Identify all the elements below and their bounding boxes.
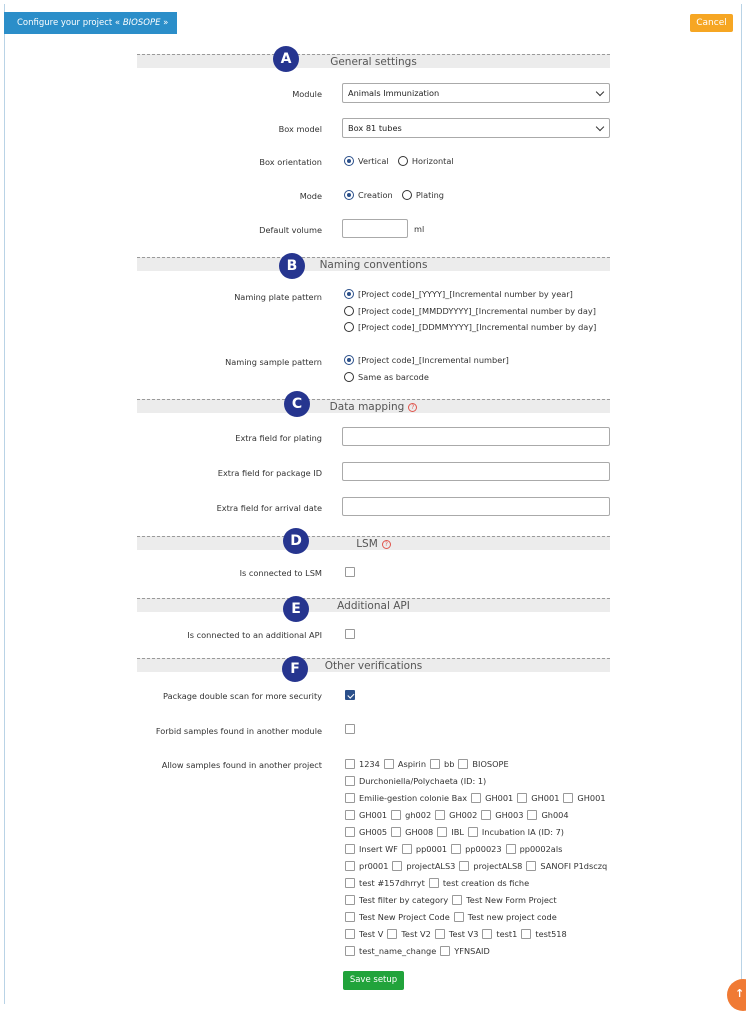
project-checkbox[interactable] — [471, 793, 481, 803]
project-option — [345, 858, 388, 874]
project-option — [437, 824, 464, 840]
naming-sample-option — [344, 355, 509, 365]
project-option — [435, 807, 477, 823]
project-row — [345, 841, 615, 858]
section-title: Naming conventions — [319, 259, 428, 271]
module-select[interactable] — [342, 83, 610, 103]
project-option — [387, 926, 431, 942]
orientation-horizontal-label: Horizontal — [411, 156, 454, 166]
project-label: GH001 — [531, 793, 560, 803]
section-data-mapping — [137, 399, 610, 413]
project-label: Insert WF — [359, 844, 398, 854]
box-model-label: Box model — [278, 124, 322, 134]
section-badge: D — [283, 528, 309, 554]
project-row — [345, 892, 615, 909]
project-checkbox[interactable] — [345, 827, 355, 837]
project-option — [482, 926, 517, 942]
api-connected-label: Is connected to an additional API — [187, 630, 322, 640]
project-label: GH008 — [405, 827, 434, 837]
project-label: test_name_change — [359, 946, 437, 956]
section-naming-conventions — [137, 257, 610, 271]
project-label: GH001 — [359, 810, 388, 820]
mode-plating-radio[interactable] — [402, 190, 412, 200]
orientation-vertical-radio[interactable] — [344, 156, 354, 166]
box-model-select-value: Box 81 tubes — [348, 123, 402, 133]
project-checkbox[interactable] — [345, 895, 355, 905]
extra-field-arrival-input[interactable] — [342, 497, 610, 516]
project-checkbox[interactable] — [506, 844, 516, 854]
project-label: Test New Form Project — [466, 895, 557, 905]
allow-samples-label: Allow samples found in another project — [161, 760, 322, 770]
volume-unit: ml — [414, 224, 425, 234]
chevron-down-icon — [596, 88, 604, 96]
project-option — [458, 756, 508, 772]
project-checkbox[interactable] — [440, 946, 450, 956]
naming-sample-option — [344, 372, 429, 382]
project-checkbox[interactable] — [345, 946, 355, 956]
section-additional-api — [137, 598, 610, 612]
extra-field-package-input[interactable] — [342, 462, 610, 481]
project-option — [391, 807, 431, 823]
project-checkbox[interactable] — [451, 844, 461, 854]
project-checkbox[interactable] — [482, 929, 492, 939]
project-checkbox[interactable] — [384, 759, 394, 769]
project-option — [452, 892, 556, 908]
naming-plate-option — [344, 289, 573, 299]
naming-sample-option-label: [Project code]_[Incremental number] — [358, 355, 509, 365]
project-label: YFNSAID — [454, 946, 490, 956]
project-checkbox[interactable] — [468, 827, 478, 837]
project-option — [345, 756, 380, 772]
project-name: BIOSOPE — [122, 18, 161, 28]
project-checkbox[interactable] — [345, 810, 355, 820]
project-option — [440, 943, 490, 959]
project-checkbox[interactable] — [345, 793, 355, 803]
project-option — [345, 807, 387, 823]
project-checkbox[interactable] — [481, 810, 491, 820]
project-row — [345, 875, 615, 892]
box-model-select[interactable] — [342, 118, 610, 138]
default-volume-input[interactable] — [342, 219, 408, 238]
project-checkbox[interactable] — [345, 929, 355, 939]
project-option — [430, 756, 454, 772]
project-checkbox[interactable] — [391, 827, 401, 837]
project-checkbox[interactable] — [517, 793, 527, 803]
project-label: Gh004 — [541, 810, 569, 820]
project-label: projectALS3 — [406, 861, 456, 871]
box-orientation-group — [344, 156, 454, 166]
section-general-settings — [137, 54, 610, 68]
project-row — [345, 773, 615, 790]
project-checkbox[interactable] — [452, 895, 462, 905]
project-label: GH002 — [449, 810, 478, 820]
project-label: projectALS8 — [473, 861, 523, 871]
project-checkbox[interactable] — [435, 810, 445, 820]
project-label: Test V — [359, 929, 384, 939]
project-option — [435, 926, 479, 942]
project-checkbox[interactable] — [437, 827, 447, 837]
allowed-projects-list — [345, 756, 615, 960]
project-option — [345, 773, 486, 789]
naming-plate-radio[interactable] — [344, 289, 354, 299]
project-label: GH001 — [485, 793, 514, 803]
project-label: 1234 — [359, 759, 380, 769]
project-option — [345, 943, 436, 959]
project-label: Test filter by category — [359, 895, 449, 905]
mode-creation-radio[interactable] — [344, 190, 354, 200]
naming-plate-radio[interactable] — [344, 306, 354, 316]
section-badge: A — [273, 46, 299, 72]
mode-plating-label: Plating — [415, 190, 444, 200]
project-checkbox[interactable] — [392, 861, 402, 871]
project-label: test #157dhrryt — [359, 878, 425, 888]
project-row — [345, 943, 615, 960]
api-connected-checkbox[interactable] — [345, 629, 355, 639]
project-option — [459, 858, 522, 874]
forbid-samples-checkbox[interactable] — [345, 724, 355, 734]
project-option — [392, 858, 455, 874]
project-label: GH005 — [359, 827, 388, 837]
chevron-down-icon — [596, 123, 604, 131]
project-checkbox[interactable] — [521, 929, 531, 939]
mode-group — [344, 190, 444, 200]
project-checkbox[interactable] — [345, 878, 355, 888]
naming-sample-label: Naming sample pattern — [225, 357, 322, 367]
project-row — [345, 858, 615, 875]
section-title: Additional API — [337, 600, 410, 612]
forbid-samples-label: Forbid samples found in another module — [155, 726, 322, 736]
project-checkbox[interactable] — [345, 776, 355, 786]
cancel-button[interactable]: Cancel — [690, 14, 733, 32]
naming-sample-radio[interactable] — [344, 372, 354, 382]
naming-plate-label: Naming plate pattern — [234, 292, 322, 302]
project-option — [563, 790, 605, 806]
project-label: BIOSOPE — [472, 759, 509, 769]
project-option — [429, 875, 529, 891]
naming-sample-radio[interactable] — [344, 355, 354, 365]
scroll-to-top-button[interactable] — [727, 979, 746, 1011]
module-label: Module — [292, 89, 322, 99]
double-scan-checkbox[interactable] — [345, 690, 355, 700]
project-row — [345, 756, 615, 773]
project-row — [345, 824, 615, 841]
box-orientation-label: Box orientation — [259, 157, 322, 167]
project-checkbox[interactable] — [526, 861, 536, 871]
project-label: gh002 — [405, 810, 432, 820]
section-title: Data mapping — [329, 401, 405, 413]
project-checkbox[interactable] — [429, 878, 439, 888]
naming-plate-option-label: [Project code]_[YYYY]_[Incremental number by year] — [358, 289, 573, 299]
project-label: pr0001 — [359, 861, 389, 871]
section-badge: C — [284, 391, 310, 417]
project-label: test1 — [496, 929, 518, 939]
project-label: GH003 — [495, 810, 524, 820]
project-row — [345, 909, 615, 926]
project-option — [345, 824, 387, 840]
orientation-horizontal-radio[interactable] — [398, 156, 408, 166]
project-label: pp0002als — [519, 844, 563, 854]
project-option — [345, 926, 383, 942]
module-select-value: Animals Immunization — [348, 88, 440, 98]
extra-field-plating-input[interactable] — [342, 427, 610, 446]
project-option — [471, 790, 513, 806]
project-row — [345, 926, 615, 943]
section-title-wrap — [137, 401, 610, 414]
project-checkbox[interactable] — [345, 912, 355, 922]
mode-creation-label: Creation — [358, 190, 393, 200]
save-setup-button[interactable]: Save setup — [343, 971, 404, 990]
project-option — [454, 909, 557, 925]
arrow-up-icon: ↑ — [735, 987, 745, 1000]
section-title: General settings — [330, 56, 417, 68]
project-option — [527, 807, 568, 823]
project-label: test creation ds fiche — [442, 878, 530, 888]
naming-sample-option-label: Same as barcode — [358, 372, 429, 382]
project-option — [526, 858, 607, 874]
project-label: pp00023 — [465, 844, 502, 854]
project-row — [345, 790, 615, 807]
project-option — [517, 790, 559, 806]
project-label: GH001 — [577, 793, 606, 803]
project-checkbox[interactable] — [459, 861, 469, 871]
project-checkbox[interactable] — [435, 929, 445, 939]
naming-plate-option-label: [Project code]_[MMDDYYYY]_[Incremental number by day] — [358, 306, 596, 316]
project-option — [468, 824, 564, 840]
project-option — [384, 756, 426, 772]
project-label: IBL — [451, 827, 464, 837]
lsm-connected-checkbox[interactable] — [345, 567, 355, 577]
project-label: pp0001 — [415, 844, 448, 854]
project-checkbox[interactable] — [387, 929, 397, 939]
page-title-prefix: Configure your project « — [17, 18, 121, 28]
project-option — [345, 790, 467, 806]
project-option — [402, 841, 447, 857]
project-row — [345, 807, 615, 824]
project-checkbox[interactable] — [563, 793, 573, 803]
section-title: LSM — [356, 538, 378, 550]
project-label: Test new project code — [467, 912, 557, 922]
project-label: SANOFI P1dsczq — [540, 861, 608, 871]
project-label: Durchoniella/Polychaeta (ID: 1) — [359, 776, 487, 786]
naming-plate-radio[interactable] — [344, 322, 354, 332]
page-title-tab — [4, 12, 177, 34]
extra-field-arrival-label: Extra field for arrival date — [216, 503, 322, 513]
page-title-suffix: » — [163, 18, 169, 28]
project-option — [345, 892, 448, 908]
project-option — [451, 841, 501, 857]
extra-field-plating-label: Extra field for plating — [235, 433, 322, 443]
help-icon[interactable]: ? — [382, 540, 391, 549]
default-volume-label: Default volume — [259, 225, 322, 235]
section-lsm — [137, 536, 610, 550]
mode-label: Mode — [299, 191, 322, 201]
project-option — [506, 841, 563, 857]
project-checkbox[interactable] — [345, 844, 355, 854]
double-scan-label: Package double scan for more security — [163, 691, 322, 701]
project-option — [345, 909, 450, 925]
project-checkbox[interactable] — [454, 912, 464, 922]
project-label: bb — [444, 759, 455, 769]
lsm-connected-label: Is connected to LSM — [239, 568, 322, 578]
project-checkbox[interactable] — [391, 810, 401, 820]
project-checkbox[interactable] — [458, 759, 468, 769]
project-checkbox[interactable] — [402, 844, 412, 854]
extra-field-package-label: Extra field for package ID — [217, 468, 322, 478]
project-label: Test V3 — [448, 929, 479, 939]
project-option — [481, 807, 523, 823]
project-label: Aspirin — [397, 759, 427, 769]
section-badge: F — [282, 656, 308, 682]
project-checkbox[interactable] — [527, 810, 537, 820]
section-badge: B — [279, 253, 305, 279]
project-checkbox[interactable] — [430, 759, 440, 769]
section-title-wrap — [137, 538, 610, 551]
project-label: Test V2 — [401, 929, 431, 939]
orientation-vertical-label: Vertical — [358, 156, 389, 166]
project-label: test518 — [535, 929, 567, 939]
project-option — [345, 875, 425, 891]
section-title: Other verifications — [324, 660, 423, 672]
project-option — [521, 926, 566, 942]
project-checkbox[interactable] — [345, 861, 355, 871]
help-icon[interactable]: ? — [408, 403, 417, 412]
project-option — [345, 841, 398, 857]
project-label: Test New Project Code — [359, 912, 450, 922]
section-badge: E — [283, 596, 309, 622]
project-option — [391, 824, 433, 840]
section-other-verifications — [137, 658, 610, 672]
project-checkbox[interactable] — [345, 759, 355, 769]
naming-plate-option-label: [Project code]_[DDMMYYYY]_[Incremental number by day] — [358, 322, 597, 332]
project-label: Incubation IA (ID: 7) — [481, 827, 564, 837]
naming-plate-option — [344, 306, 596, 316]
project-label: Emilie-gestion colonie Bax — [359, 793, 468, 803]
naming-plate-option — [344, 322, 596, 332]
